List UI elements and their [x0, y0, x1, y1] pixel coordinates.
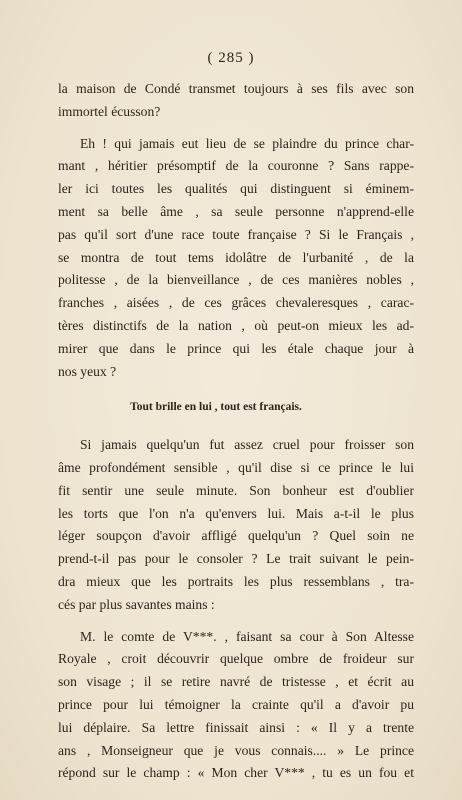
text-line: Si jamais quelqu'un fut assez cruel pour froisser son	[80, 437, 414, 453]
centered-line: Tout brille en lui , tout est français.	[130, 401, 302, 414]
text-line: lui déplaire. Sa lettre finissait ainsi : « Il y a trente	[58, 719, 414, 735]
text-line: politesse , de la bienveillance , de ces manières nobles ,	[58, 272, 414, 288]
text-line: âme profondément sensible , qu'il dise si ce prince le lui	[58, 459, 414, 475]
text-line: fit sentir une seule minute. Son bonheur est d'oublier	[58, 482, 414, 498]
text-line: Eh ! qui jamais eut lieu de se plaindre du prince char-	[80, 135, 414, 151]
text-line: mirer que dans le prince qui les étale chaque jour à	[58, 340, 414, 356]
paragraph	[58, 434, 414, 616]
text-line: immortel écusson?	[58, 103, 161, 119]
text-line: se montra de tout tems idolâtre de l'urbanité , de la	[58, 249, 414, 265]
text-line: dra mieux que les portraits les plus ressemblans , tra-	[58, 573, 414, 589]
text-line: la maison de Condé transmet toujours à ses fils avec son	[58, 81, 414, 96]
text-line: ment sa belle âme , sa seule personne n'apprend-elle	[58, 203, 414, 219]
text-line: répond sur le champ : « Mon cher V*** , tu es un fou et	[58, 765, 414, 781]
text-line: cés par plus savantes mains :	[58, 596, 215, 612]
text-line: M. le comte de V***. , faisant sa cour à Son Altesse	[80, 628, 414, 644]
paragraph	[58, 133, 414, 384]
page-number: ( 285 )	[207, 50, 255, 66]
text-line: mant , héritier présomptif de la couronne ? Sans rappe-	[58, 158, 414, 174]
text-line: ans , Monseigneur que je vous connais.... » Le prince	[58, 742, 414, 758]
text-line: prend-t-il pas pour le consoler ? Le trait suivant le pein-	[58, 551, 414, 567]
paragraph	[58, 78, 414, 124]
text-line: franches , aisées , de ces grâces chevaleresques , carac-	[58, 295, 414, 311]
text-line: ler ici toutes les qualités qui distinguent si éminem-	[58, 181, 414, 197]
text-line: léger soupçon d'avoir affligé quelqu'un ? Quel soin ne	[58, 528, 414, 544]
text-line: les torts que l'on n'a qu'envers lui. Mais a-t-il le plus	[58, 505, 414, 521]
text-line: nos yeux ?	[58, 363, 117, 379]
text-line: pas qu'il sort d'une race toute française ? Si le Français ,	[58, 226, 414, 242]
text-line: tères distinctifs de la nation , où peut-on mieux les ad-	[58, 317, 414, 333]
text-line: prince pour lui témoigner la crainte qu'il a d'avoir pu	[58, 696, 414, 712]
body-text	[58, 78, 414, 794]
text-line: son visage ; il se retire navré de tristesse , et écrit au	[58, 674, 414, 690]
paragraph	[58, 626, 414, 786]
text-line: Royale , croit découvrir quelque ombre de froideur sur	[58, 651, 414, 667]
